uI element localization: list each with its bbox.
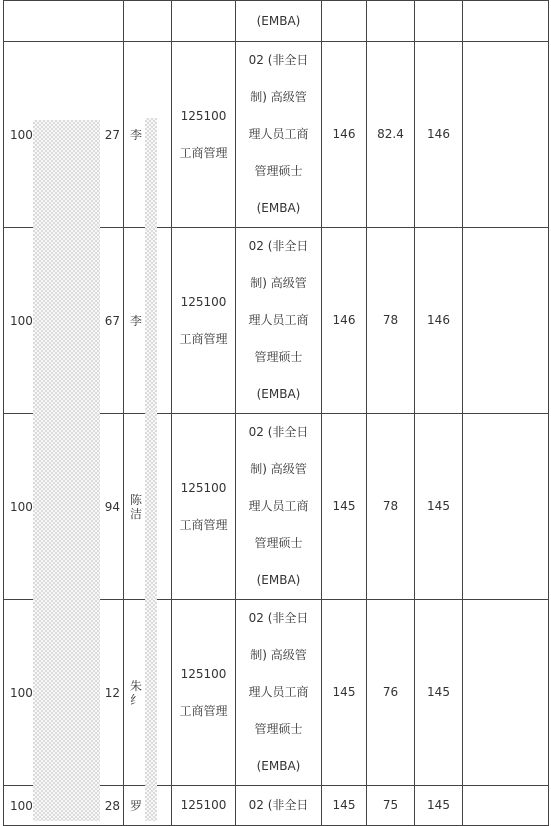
score-3-cell	[415, 42, 463, 228]
score-3-cell	[415, 228, 463, 414]
cell-empty	[322, 1, 367, 42]
major-name: 工商管理	[179, 703, 228, 718]
id-suffix: 27	[104, 127, 120, 142]
score-2-cell	[367, 228, 415, 414]
direction-line: (EMBA)	[256, 387, 301, 401]
name-char: 洁	[130, 506, 143, 521]
name-cell	[124, 42, 172, 228]
direction-line: (EMBA)	[256, 201, 301, 215]
score-2: 78	[382, 313, 399, 327]
direction-line: 02 (非全日	[248, 611, 309, 625]
cell-empty	[463, 42, 549, 228]
student-id-cell	[4, 228, 124, 414]
direction-line: 理人员工商	[248, 127, 309, 141]
direction-cell	[236, 1, 322, 42]
cell-empty	[463, 1, 549, 42]
admission-table	[3, 0, 549, 826]
id-suffix: 28	[104, 798, 120, 813]
score-1: 146	[332, 127, 356, 141]
id-suffix: 12	[104, 685, 120, 700]
name-char: 李	[130, 313, 143, 328]
score-3: 145	[427, 798, 450, 812]
direction-cell	[236, 42, 322, 228]
score-1-cell	[322, 600, 367, 786]
major-name: 工商管理	[179, 331, 228, 346]
cell-empty	[463, 414, 549, 600]
name-char: 罗	[130, 798, 143, 813]
id-prefix: 100	[10, 313, 33, 328]
direction-line: 制) 高级管	[250, 276, 307, 290]
direction-line: 管理硕士	[254, 350, 303, 364]
direction-line: 管理硕士	[254, 164, 303, 178]
student-id-cell	[4, 786, 124, 826]
name-char: 纟	[130, 692, 143, 707]
major-name: 工商管理	[179, 145, 228, 160]
score-1: 146	[332, 313, 356, 327]
direction-line: 02 (非全日	[248, 798, 309, 812]
direction-line: 制) 高级管	[250, 648, 307, 662]
name-char: 李	[130, 127, 143, 142]
direction-line: 制) 高级管	[250, 462, 307, 476]
id-prefix: 100	[10, 798, 33, 813]
cell-empty	[124, 1, 172, 42]
score-3: 145	[427, 685, 450, 699]
name-cell	[124, 600, 172, 786]
id-suffix: 67	[104, 313, 120, 328]
table-row	[4, 414, 549, 600]
major-code: 125100	[180, 666, 227, 681]
score-3-cell	[415, 786, 463, 826]
score-1-cell	[322, 42, 367, 228]
name-cell	[124, 414, 172, 600]
score-3-cell	[415, 600, 463, 786]
direction-cell	[236, 228, 322, 414]
direction-line: 02 (非全日	[248, 425, 309, 439]
name-text	[130, 679, 142, 707]
major-cell	[172, 600, 236, 786]
score-3: 145	[427, 499, 450, 513]
name-char: 朱	[130, 678, 143, 693]
direction-line: (EMBA)	[256, 759, 301, 773]
cell-empty	[463, 786, 549, 826]
major-cell	[172, 228, 236, 414]
name-text	[130, 128, 142, 142]
cell-empty	[415, 1, 463, 42]
major-code: 125100	[180, 480, 227, 495]
cell-empty	[463, 228, 549, 414]
major-code: 125100	[180, 798, 227, 812]
score-2: 76	[382, 685, 399, 699]
id-prefix: 100	[10, 127, 33, 142]
cell-empty	[463, 600, 549, 786]
direction-line: 理人员工商	[248, 313, 309, 327]
table-row	[4, 786, 549, 826]
score-1: 145	[332, 499, 356, 513]
direction-cell	[236, 414, 322, 600]
major-code: 125100	[180, 294, 227, 309]
score-2-cell	[367, 42, 415, 228]
score-3: 146	[427, 313, 450, 327]
direction-cell	[236, 786, 322, 826]
direction-line: 02 (非全日	[248, 53, 309, 67]
score-1: 145	[332, 798, 356, 812]
id-prefix: 100	[10, 499, 33, 514]
name-text	[130, 314, 142, 328]
score-2: 78	[382, 499, 399, 513]
cell-empty	[367, 1, 415, 42]
score-1: 145	[332, 685, 356, 699]
id-prefix: 100	[10, 685, 33, 700]
table-row	[4, 42, 549, 228]
name-char: 陈	[130, 492, 143, 507]
score-2-cell	[367, 600, 415, 786]
score-3: 146	[427, 127, 450, 141]
major-cell	[172, 786, 236, 826]
direction-line: 管理硕士	[254, 722, 303, 736]
direction-line: 理人员工商	[248, 685, 309, 699]
student-id-cell	[4, 414, 124, 600]
direction-line: 02 (非全日	[248, 239, 309, 253]
name-cell	[124, 786, 172, 826]
score-1-cell	[322, 786, 367, 826]
score-2: 75	[382, 798, 399, 812]
name-text	[130, 493, 142, 521]
direction-line: 制) 高级管	[250, 90, 307, 104]
major-cell	[172, 414, 236, 600]
name-cell	[124, 228, 172, 414]
table-row	[4, 228, 549, 414]
score-1-cell	[322, 414, 367, 600]
name-text	[130, 799, 142, 813]
table-row-partial-top	[4, 1, 549, 42]
direction-line: (EMBA)	[256, 573, 301, 587]
score-3-cell	[415, 414, 463, 600]
major-name: 工商管理	[179, 517, 228, 532]
cell-empty	[172, 1, 236, 42]
score-2-cell	[367, 786, 415, 826]
score-2-cell	[367, 414, 415, 600]
direction-line: 理人员工商	[248, 499, 309, 513]
table-row	[4, 600, 549, 786]
direction-line: 管理硕士	[254, 536, 303, 550]
student-id-cell	[4, 42, 124, 228]
score-1-cell	[322, 228, 367, 414]
id-suffix: 94	[104, 499, 120, 514]
major-code: 125100	[180, 108, 227, 123]
major-cell	[172, 42, 236, 228]
direction-line: (EMBA)	[256, 13, 301, 28]
direction-cell	[236, 600, 322, 786]
score-2: 82.4	[377, 127, 404, 141]
cell-empty	[4, 1, 124, 42]
student-id-cell	[4, 600, 124, 786]
